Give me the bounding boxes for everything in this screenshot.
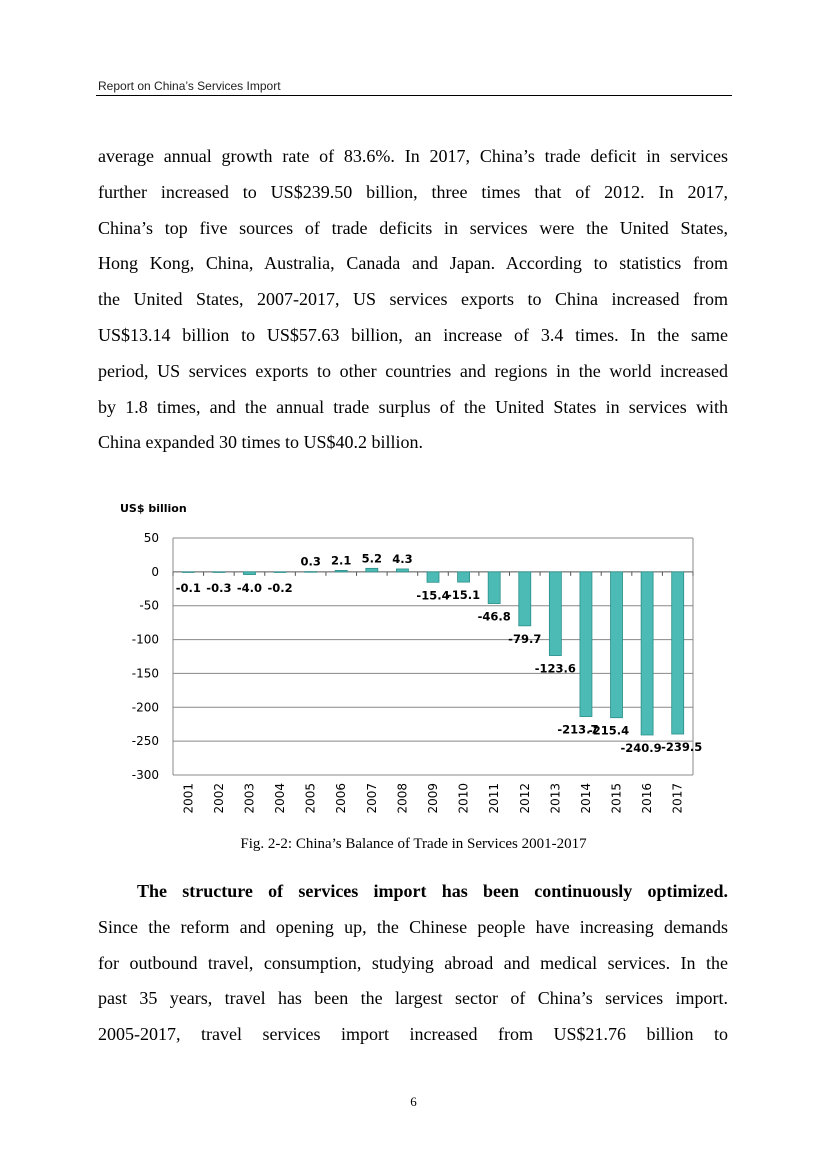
text-line: for outbound travel, consumption, studying abroad and medical services. In the	[98, 952, 728, 973]
data-label-2008: 4.3	[392, 551, 413, 566]
x-tick-label-2008: 2008	[395, 783, 410, 814]
data-label-2016: -240.9	[620, 740, 662, 755]
text-line: average annual growth rate of 83.6%. In 2017, China’s trade deficit in services	[98, 146, 728, 166]
page-number: 6	[410, 1094, 417, 1109]
data-label-2007: 5.2	[361, 551, 383, 566]
paragraph-trade-deficit	[98, 139, 728, 461]
y-tick-label: -300	[131, 768, 159, 782]
y-tick-label: -100	[131, 632, 159, 647]
bar-2005	[305, 572, 317, 573]
text-line	[98, 874, 728, 910]
x-tick-label-2011: 2011	[487, 783, 502, 814]
bar-2013	[549, 572, 561, 656]
data-label-2010: -15.1	[447, 588, 481, 603]
x-tick-label-2016: 2016	[640, 783, 655, 814]
bar-2006	[335, 570, 347, 571]
bar-2016	[641, 572, 653, 735]
bar-2004	[274, 572, 286, 573]
bar-2011	[488, 572, 500, 604]
y-tick-label: -150	[131, 666, 159, 681]
data-label-2017: -239.5	[661, 740, 703, 755]
figure-caption: Fig. 2-2: China’s Balance of Trade in Services 2001-2017	[240, 836, 587, 852]
text-line: US$13.14 billion to US$57.63 billion, an increase of 3.4 times. In the same	[98, 324, 728, 345]
y-tick-label: -50	[139, 598, 159, 613]
y-tick-label: -250	[131, 734, 159, 749]
data-label-2009: -15.4	[416, 588, 450, 603]
data-label-2003: -4.0	[236, 580, 263, 595]
running-header: Report on China’s Services Import	[98, 79, 281, 93]
x-tick-label-2006: 2006	[334, 783, 349, 814]
bold-lead: The structure of services import has been continuously optimized.	[137, 881, 728, 901]
paragraph-services-structure	[98, 874, 728, 1053]
text-line: China expanded 30 times to US$40.2 billion.	[98, 432, 423, 453]
x-tick-label-2015: 2015	[609, 783, 624, 814]
header-rule	[96, 95, 732, 96]
bar-2010	[458, 572, 470, 582]
bar-2002	[213, 572, 225, 573]
bar-2007	[366, 568, 378, 572]
x-tick-label-2003: 2003	[242, 783, 257, 814]
x-tick-label-2013: 2013	[548, 783, 563, 814]
text-line: further increased to US$239.50 billion, three times that of 2012. In 2017,	[98, 181, 728, 202]
data-label-2001: -0.1	[175, 580, 201, 595]
x-tick-label-2009: 2009	[426, 783, 440, 814]
data-label-2014: -213.7	[557, 722, 599, 737]
bar-2017	[672, 572, 684, 734]
x-tick-label-2014: 2014	[578, 783, 593, 814]
text-line: Hong Kong, China, Australia, Canada and Japan. According to statistics from	[98, 253, 728, 274]
data-label-2002: -0.3	[206, 580, 232, 595]
data-label-2006: 2.1	[331, 553, 352, 568]
bar-2003	[243, 572, 255, 575]
bar-2015	[611, 572, 623, 718]
bar-2012	[519, 572, 531, 626]
data-label-2005: 0.3	[300, 554, 321, 569]
chart-svg	[100, 490, 740, 820]
text-line: past 35 years, travel has been the largest sector of China’s services import.	[98, 988, 728, 1009]
bar-2008	[396, 569, 408, 572]
text-line: the United States, 2007-2017, US services exports to China increased from	[98, 289, 728, 310]
x-tick-label-2012: 2012	[517, 783, 532, 814]
x-tick-label-2001: 2001	[181, 783, 196, 814]
x-tick-label-2007: 2007	[364, 783, 379, 814]
y-axis-label: US$ billion	[120, 502, 187, 515]
data-label-2012: -79.7	[508, 631, 542, 646]
x-tick-label-2002: 2002	[211, 783, 226, 814]
data-label-2004: -0.2	[267, 580, 293, 595]
text-line: Since the reform and opening up, the Chinese people have increasing demands	[98, 916, 728, 937]
y-tick-label: -200	[131, 700, 159, 715]
bar-2009	[427, 572, 439, 582]
text-line: China’s top five sources of trade deficits in services were the United States,	[98, 217, 728, 238]
x-tick-label-2004: 2004	[273, 783, 288, 814]
bar-2001	[182, 572, 194, 573]
text-line: period, US services exports to other countries and regions in the world increased	[98, 360, 728, 381]
x-tick-label-2005: 2005	[303, 783, 318, 814]
bar-2014	[580, 572, 592, 717]
text-line: 2005-2017, travel services import increased from US$21.76 billion to	[98, 1024, 728, 1045]
y-tick-label: 50	[143, 531, 159, 545]
data-label-2013: -123.6	[534, 661, 576, 676]
data-label-2015: -215.4	[587, 723, 630, 738]
data-label-2011: -46.8	[477, 609, 511, 624]
x-tick-label-2010: 2010	[456, 783, 471, 814]
x-tick-label-2017: 2017	[670, 783, 685, 814]
text-line: by 1.8 times, and the annual trade surplus of the United States in services with	[98, 396, 728, 417]
y-tick-label: 0	[151, 564, 159, 579]
balance-of-trade-chart	[100, 490, 740, 820]
